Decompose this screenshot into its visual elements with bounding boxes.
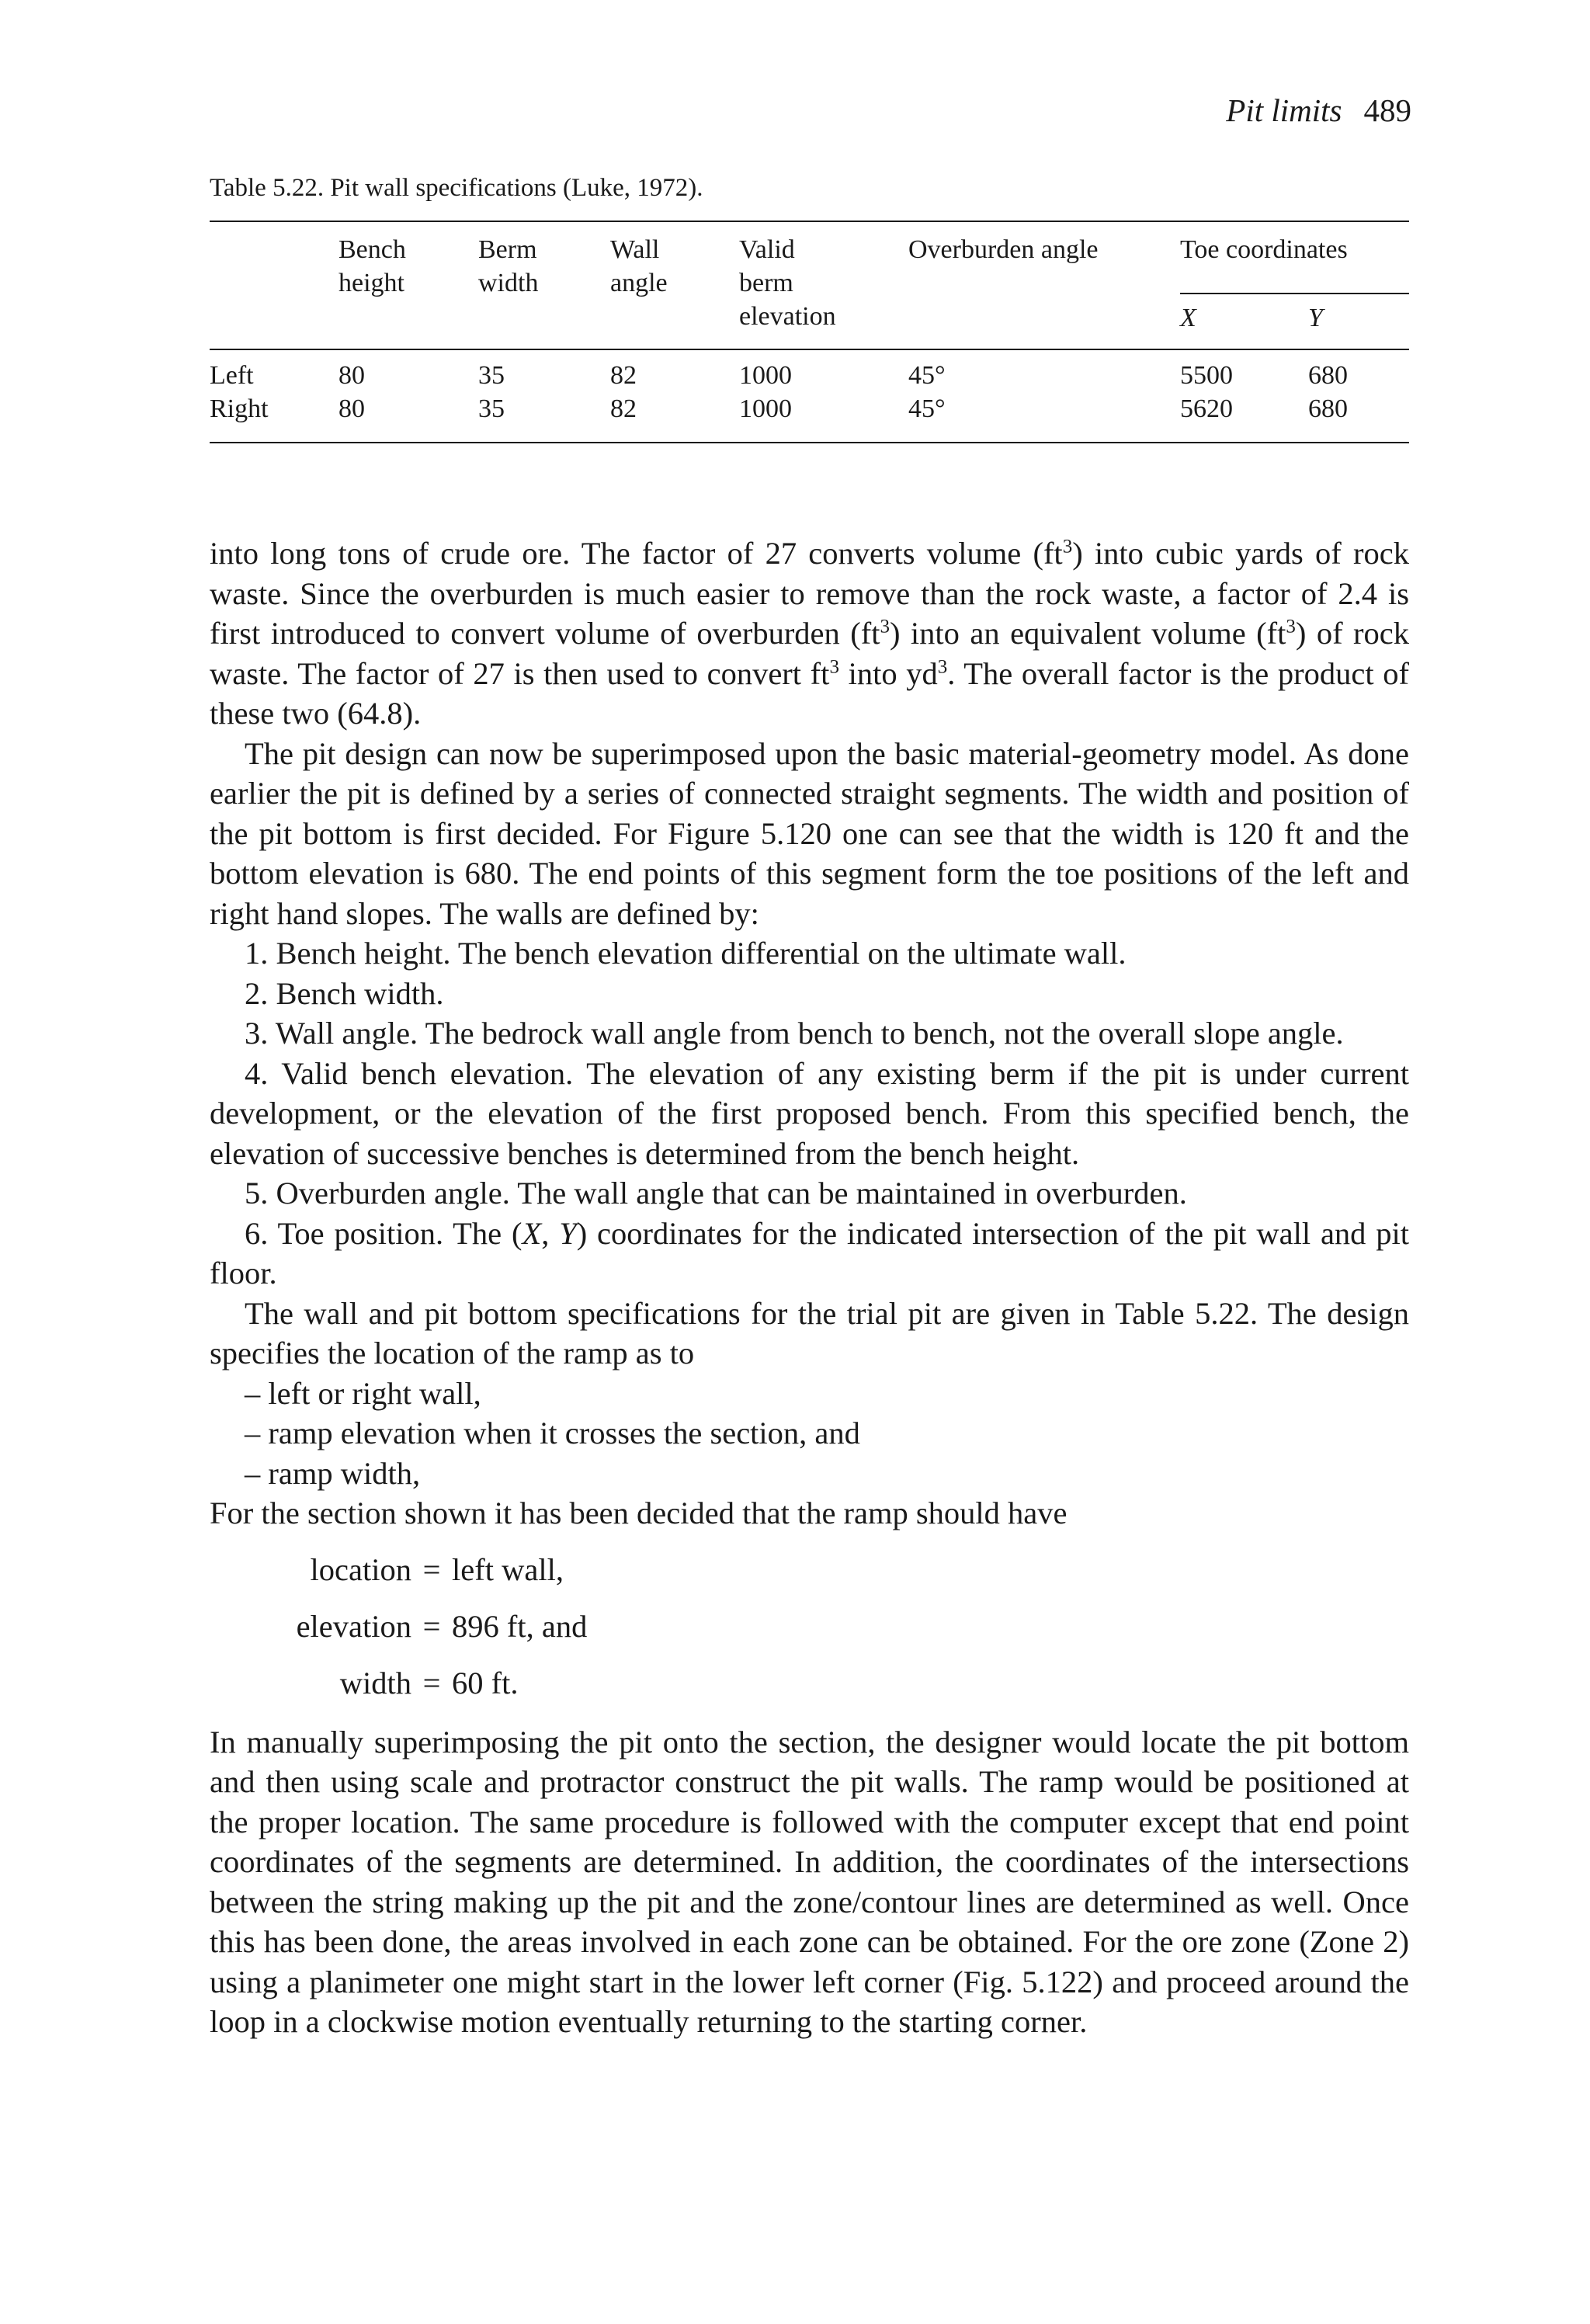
list-item-toe-position: 6. Toe position. The (X, Y) coordinates for the indicated intersection of the pit wall and pit floor.	[210, 1215, 1410, 1291]
paragraph-conversion-factors: into long tons of crude ore. The factor of 27 converts volume $(ft^3)$ into cubic yards of rock waste. Since the overburden is much easier to remove than the rock waste, a factor of 2.4 is first introduced to convert volume of overburden $(ft^3)$ into an equivalent volume $(ft^3)$ of rock waste. The factor of 27 is then used to convert $ft^3$ into $yd^3$. The overall factor is the product of these two (64.8).	[210, 536, 1410, 731]
paragraph-ramp-specification: The wall and pit bottom specifications for the trial pit are given in Table 5.22. The design specifies the location of the ramp as to	[210, 1295, 1409, 1370]
running-head-title: Pit limits	[1226, 92, 1342, 128]
row-right-berm-width: 35	[478, 394, 505, 423]
list-item-bench-width: 2. Bench width.	[245, 975, 444, 1011]
list-item-bench-height: 1. Bench height. The bench elevation differential on the ultimate wall.	[245, 936, 1127, 971]
row-right-label: Right	[210, 394, 269, 423]
dash-item-wall: – left or right wall,	[245, 1375, 481, 1411]
row-right-overburden-angle: 45°	[908, 394, 946, 423]
row-right-y: 680	[1308, 394, 1348, 423]
paragraph-section-ramp: For the section shown it has been decided that the ramp should have	[210, 1495, 1068, 1530]
page-number: 489	[1363, 92, 1411, 128]
equation-location: location = left wall,	[310, 1551, 564, 1587]
paragraph-manual-superimposing: In manually superimposing the pit onto the section, the designer would locate the pit bottom and then using scale and protractor construct the pit walls. The ramp would be positioned at the proper location. The same procedure is followed with the computer except that end point coordinates of the segments are determined. In addition, the coordinates of the intersections between the string making up the pit and the zone/contour lines are determined as well. Once this has been done, the areas involved in each zone can be obtained. For the ore zone (Zone 2) using a planimeter one might start in the lower left corner (Fig. 5.122) and proceed around the loop in a clockwise motion eventually returning to the starting corner.	[210, 1724, 1409, 2039]
table-top-rule	[210, 221, 1409, 222]
paragraph-pit-design: The pit design can now be superimposed upon the basic material-geometry model. As done earlier the pit is defined by a series of connected straight segments. The width and position of the pit bottom is first decided. For Figure 5.120 one can see that the width is 120 ft and the bottom elevation is 680. The end points of this segment form the toe positions of the left and right hand slopes. The walls are defined by:	[210, 735, 1409, 931]
row-left-valid-berm-elevation: 1000	[739, 361, 792, 390]
row-right-bench-height: 80	[338, 394, 365, 423]
equation-elevation: elevation = 896 ft, and	[296, 1608, 588, 1644]
row-left-overburden-angle: 45°	[908, 361, 946, 390]
col-header-valid-berm-elevation: Valid berm elevation	[739, 235, 836, 331]
col-header-overburden-angle: Overburden angle	[908, 235, 1099, 264]
row-left-y: 680	[1308, 361, 1348, 390]
col-header-y: Y	[1308, 304, 1323, 332]
row-left-x: 5500	[1180, 361, 1233, 390]
dash-item-ramp-width: – ramp width,	[245, 1455, 421, 1491]
dash-item-ramp-elevation: – ramp elevation when it crosses the section, and	[245, 1416, 860, 1450]
list-item-valid-bench-elevation: 4. Valid bench elevation. The elevation of any existing berm if the pit is under current development, or the elevation of the first proposed bench. From this specified bench, the elevation of successive benches is determined from the bench height.	[210, 1055, 1409, 1171]
row-left-label: Left	[210, 361, 254, 390]
equation-width: width = 60 ft.	[339, 1665, 519, 1700]
list-item-wall-angle: 3. Wall angle. The bedrock wall angle from bench to bench, not the overall slope angle.	[245, 1016, 1344, 1051]
toe-subheader-rule	[1180, 293, 1409, 294]
row-right-wall-angle: 82	[610, 394, 637, 423]
row-right-x: 5620	[1180, 394, 1233, 423]
table-bottom-rule	[210, 442, 1409, 443]
table-header-rule	[210, 349, 1409, 350]
row-left-wall-angle: 82	[610, 361, 637, 390]
running-head	[1226, 92, 1411, 129]
row-left-bench-height: 80	[338, 361, 365, 390]
row-right-valid-berm-elevation: 1000	[739, 394, 792, 423]
col-header-berm-width: Berm width	[478, 235, 539, 297]
col-header-wall-angle: Wall angle	[610, 235, 668, 297]
col-header-bench-height: Bench height	[338, 235, 406, 297]
ramp-equations	[210, 1541, 1409, 1711]
col-header-toe-coordinates: Toe coordinates	[1180, 235, 1348, 264]
table-caption: Table 5.22. Pit wall specifications (Luke, 1972).	[210, 174, 703, 202]
list-item-overburden-angle: 5. Overburden angle. The wall angle that can be maintained in overburden.	[245, 1176, 1187, 1211]
body-text	[210, 533, 1409, 2042]
row-left-berm-width: 35	[478, 361, 505, 390]
col-header-x: X	[1180, 304, 1196, 332]
